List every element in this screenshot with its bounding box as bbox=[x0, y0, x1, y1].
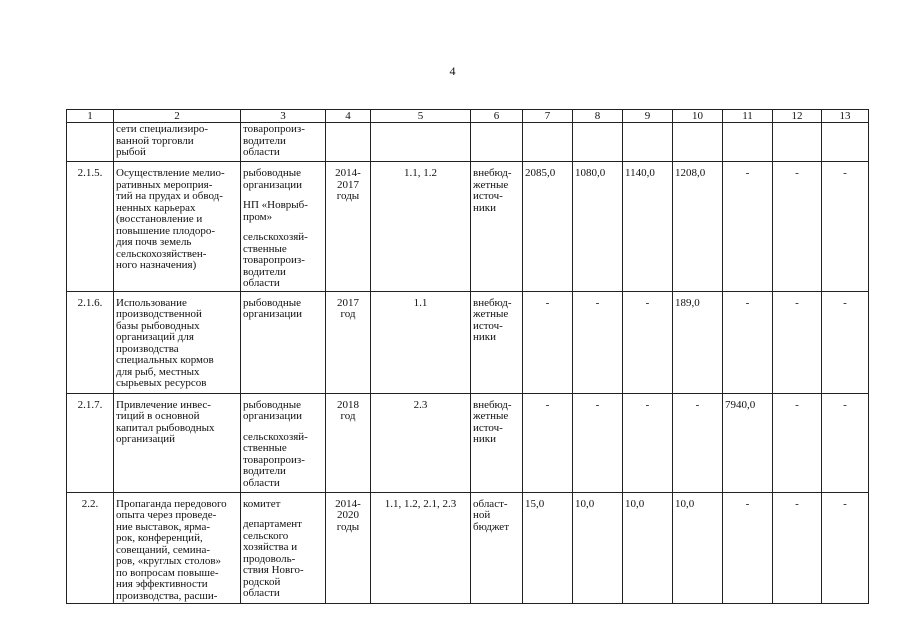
row-source: внебюд- жетные источ- ники bbox=[471, 162, 523, 292]
row-period: 2014- 2020 годы bbox=[326, 492, 371, 604]
row-description: Привлечение инвес- тиций в основной капитал рыбоводных организаций bbox=[114, 393, 241, 492]
row-indicators: 1.1, 1.2 bbox=[371, 162, 471, 292]
col-header: 9 bbox=[623, 110, 673, 123]
row-id bbox=[67, 123, 114, 162]
row-value-8 bbox=[573, 123, 623, 162]
table-row bbox=[67, 492, 869, 604]
row-value-13: - bbox=[822, 162, 869, 292]
col-header: 13 bbox=[822, 110, 869, 123]
row-id: 2.1.6. bbox=[67, 291, 114, 393]
row-id: 2.1.7. bbox=[67, 393, 114, 492]
row-value-10 bbox=[673, 123, 723, 162]
col-header: 1 bbox=[67, 110, 114, 123]
row-value-13: - bbox=[822, 393, 869, 492]
row-value-8: 1080,0 bbox=[573, 162, 623, 292]
col-header: 7 bbox=[523, 110, 573, 123]
row-value-9: - bbox=[623, 393, 673, 492]
row-value-8: - bbox=[573, 291, 623, 393]
row-value-10: - bbox=[673, 393, 723, 492]
row-value-7 bbox=[523, 123, 573, 162]
row-value-11: - bbox=[723, 492, 773, 604]
row-executors: рыбоводные организации bbox=[241, 291, 326, 393]
row-value-11 bbox=[723, 123, 773, 162]
row-executors: товаропроиз- водители области bbox=[241, 123, 326, 162]
row-value-7: 2085,0 bbox=[523, 162, 573, 292]
table-row bbox=[67, 162, 869, 292]
row-value-12: - bbox=[773, 291, 822, 393]
col-header: 6 bbox=[471, 110, 523, 123]
row-value-10: 189,0 bbox=[673, 291, 723, 393]
col-header: 11 bbox=[723, 110, 773, 123]
row-source: внебюд- жетные источ- ники bbox=[471, 291, 523, 393]
row-value-10: 10,0 bbox=[673, 492, 723, 604]
row-indicators bbox=[371, 123, 471, 162]
row-value-12: - bbox=[773, 492, 822, 604]
row-value-13: - bbox=[822, 291, 869, 393]
row-value-9: - bbox=[623, 291, 673, 393]
row-indicators: 2.3 bbox=[371, 393, 471, 492]
row-period bbox=[326, 123, 371, 162]
row-value-11: 7940,0 bbox=[723, 393, 773, 492]
row-value-9: 10,0 bbox=[623, 492, 673, 604]
row-description: Использование производственной базы рыбоводных организаций для производства специальных кормов для рыб, местных сырьевых ресурсов bbox=[114, 291, 241, 393]
col-header: 2 bbox=[114, 110, 241, 123]
page-number: 4 bbox=[449, 64, 456, 78]
row-source: внебюд- жетные источ- ники bbox=[471, 393, 523, 492]
row-value-8: - bbox=[573, 393, 623, 492]
col-header: 3 bbox=[241, 110, 326, 123]
row-indicators: 1.1, 1.2, 2.1, 2.3 bbox=[371, 492, 471, 604]
col-header: 5 bbox=[371, 110, 471, 123]
row-description: Пропаганда передового опыта через проведе- ние выставок, ярма- рок, конференций, совещаний, семина- ров, «круглых столов» по вопросам повыше- ния эффективности производства, расши- bbox=[114, 492, 241, 604]
row-value-9: 1140,0 bbox=[623, 162, 673, 292]
col-header: 8 bbox=[573, 110, 623, 123]
row-value-13 bbox=[822, 123, 869, 162]
row-value-8: 10,0 bbox=[573, 492, 623, 604]
row-id: 2.2. bbox=[67, 492, 114, 604]
table-row bbox=[67, 123, 869, 162]
row-period: 2017 год bbox=[326, 291, 371, 393]
col-header: 12 bbox=[773, 110, 822, 123]
row-value-12 bbox=[773, 123, 822, 162]
row-value-9 bbox=[623, 123, 673, 162]
row-source: област- ной бюджет bbox=[471, 492, 523, 604]
row-executors: рыбоводные организации сельскохозяй- ственные товаропроиз- водители области bbox=[241, 393, 326, 492]
row-period: 2018 год bbox=[326, 393, 371, 492]
row-value-11: - bbox=[723, 162, 773, 292]
row-source bbox=[471, 123, 523, 162]
header-row bbox=[67, 110, 869, 123]
row-value-12: - bbox=[773, 393, 822, 492]
row-value-10: 1208,0 bbox=[673, 162, 723, 292]
row-id: 2.1.5. bbox=[67, 162, 114, 292]
row-value-7: 15,0 bbox=[523, 492, 573, 604]
row-period: 2014- 2017 годы bbox=[326, 162, 371, 292]
row-value-12: - bbox=[773, 162, 822, 292]
table-row bbox=[67, 291, 869, 393]
row-value-7: - bbox=[523, 291, 573, 393]
row-executors: рыбоводные организации НП «Новрыб- пром» сельскохозяй- ственные товаропроиз- водители области bbox=[241, 162, 326, 292]
row-description: Осуществление мелио- ративных мероприя- тий на прудах и обвод- ненных карьерах (восстановление и повышение плодоро- дия почв земель сельскохозяйствен- ного назначения) bbox=[114, 162, 241, 292]
table-row bbox=[67, 393, 869, 492]
row-value-7: - bbox=[523, 393, 573, 492]
row-value-11: - bbox=[723, 291, 773, 393]
row-executors: комитет департамент сельского хозяйства и продоволь- ствия Новго- родской области bbox=[241, 492, 326, 604]
row-description: сети специализиро- ванной торговли рыбой bbox=[114, 123, 241, 162]
row-indicators: 1.1 bbox=[371, 291, 471, 393]
program-table bbox=[66, 109, 869, 604]
row-value-13: - bbox=[822, 492, 869, 604]
col-header: 10 bbox=[673, 110, 723, 123]
col-header: 4 bbox=[326, 110, 371, 123]
